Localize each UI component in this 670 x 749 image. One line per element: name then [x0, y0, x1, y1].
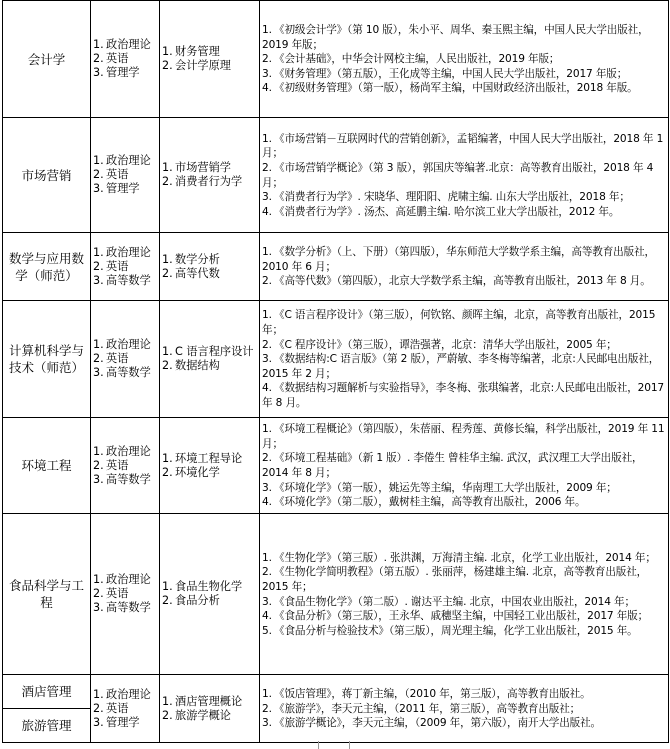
list-item: 1. 市场营销学 — [162, 161, 231, 174]
exam-subjects-cell — [91, 418, 160, 514]
list-item: 2. 食品分析 — [162, 594, 220, 607]
book-item: 1. 《环境工程概论》（第四版），朱蓓丽、程秀莲、黄修长编，科学出版社，2019 年 11 月； — [262, 423, 665, 450]
book-item: 4. 《食品分析》（第三版），王永华、戚穗坚主编，中国轻工业出版社，2017 年版； — [262, 610, 649, 623]
list-item: 1. C 语言程序设计 — [162, 345, 254, 358]
list-item: 2. 高等代数 — [162, 266, 220, 280]
courses-cell — [160, 1, 260, 118]
book-item: 2. 《环境工程基础》（新 1 版）. 李倦生 曾桂华主编. 武汉，武汉理工大学出版社，2014 年 8 月； — [262, 452, 643, 479]
major-name: 市场营销 — [21, 167, 72, 183]
book-item: 2. 《市场营销学概论》（第 3 版），郭国庆等编著.北京：高等教育出版社，2018 年 4 月； — [262, 161, 654, 189]
list-item: 3. 高等数学 — [93, 273, 151, 287]
exam-subjects-cell — [91, 514, 160, 675]
major-name: 环境工程 — [21, 458, 72, 473]
list-item: 1. 政治理论 — [93, 573, 151, 586]
exam-subjects-cell — [91, 675, 160, 743]
exam-subjects-cell — [91, 118, 160, 233]
list-item: 1. 环境工程导论 — [162, 451, 243, 465]
major-name: 计算机科学与技术（师范） — [8, 343, 84, 375]
book-item: 4. 《消费者行为学》. 汤杰、高延鹏主编. 哈尔滨工业大学出版社，2012 年。 — [262, 205, 620, 218]
list-item: 1. 财务管理 — [162, 45, 220, 58]
list-item: 1. 食品生物化学 — [162, 580, 243, 593]
book-item: 4. 《数据结构习题解析与实验指导》，李冬梅、张琪编著，北京:人民邮电出版社，2017 年 8 月。 — [262, 382, 665, 409]
list-item: 3. 管理学 — [93, 66, 140, 79]
table-row — [3, 233, 669, 301]
book-item: 2. 《旅游学》，李天元主编，（2011 年，第三版），高等教育出版社； — [262, 702, 581, 715]
list-item: 2. 数据结构 — [162, 359, 220, 372]
books-cell — [260, 514, 669, 675]
list-item: 1. 政治理论 — [93, 154, 151, 167]
major-cell — [3, 1, 91, 118]
list-item: 2. 英语 — [93, 168, 129, 181]
books-cell — [260, 1, 669, 118]
table-row — [3, 418, 669, 514]
exam-subjects-cell — [91, 301, 160, 418]
courses-cell — [160, 301, 260, 418]
major-cell — [3, 675, 91, 709]
book-item: 2. 《C 程序设计》（第三版），谭浩强著，北京：清华大学出版社，2005 年； — [262, 338, 617, 351]
book-item: 2. 《会计基础》，中华会计网校主编，人民出版社，2019 年版； — [262, 53, 560, 66]
list-item: 1. 政治理论 — [93, 38, 151, 51]
list-item: 2. 英语 — [93, 587, 129, 600]
list-item: 2. 旅游学概论 — [162, 708, 231, 722]
list-item: 2. 英语 — [93, 259, 129, 273]
major-name: 食品科学与工程 — [8, 578, 84, 610]
list-item: 3. 管理学 — [93, 182, 140, 195]
list-item: 3. 高等数学 — [93, 366, 151, 379]
major-name: 酒店管理 — [21, 684, 72, 699]
book-item: 3. 《食品生物化学》（第二版）. 谢达平主编. 北京，中国农业出版社，2014 年； — [262, 595, 635, 608]
book-item: 2. 《高等代数》（第四版），北京大学数学系主编，高等教育出版社，2013 年 8 月。 — [262, 275, 651, 288]
book-item: 3. 《财务管理》（第五版），王化成等主编，中国人民大学出版社，2017 年版； — [262, 67, 628, 80]
book-item: 1. 《初级会计学》（第 10 版），朱小平、周华、秦玉熙主编，中国人民大学出版社，2019 年版； — [262, 24, 649, 51]
books-cell — [260, 233, 669, 301]
book-item: 5. 《食品分析与检验技术》（第三版），周光理主编，化学工业出版社，2015 年。 — [262, 624, 638, 637]
major-name: 会计学 — [27, 51, 66, 67]
books-cell — [260, 118, 669, 233]
book-item: 3. 《数据结构:C 语言版》（第 2 版），严蔚敏、李冬梅等编著，北京:人民邮电出版社，2015 年 2 月； — [262, 353, 660, 380]
list-item: 3. 高等数学 — [93, 601, 151, 614]
courses-cell — [160, 675, 260, 743]
book-item: 1. 《数学分析》（上、下册）（第四版），华东师范大学数学系主编，高等教育出版社， 2010 年 6 月； — [262, 246, 655, 273]
exam-subjects-cell — [91, 233, 160, 301]
list-item: 1. 政治理论 — [93, 687, 151, 701]
page-edge-mark — [318, 741, 350, 749]
list-item: 1. 政治理论 — [93, 338, 151, 351]
major-cell — [3, 418, 91, 514]
courses-cell — [160, 233, 260, 301]
major-cell — [3, 301, 91, 418]
major-name: 数学与应用数学（师范） — [8, 250, 84, 283]
list-item: 2. 英语 — [93, 701, 129, 715]
book-item: 4. 《初级财务管理》（第一版），杨尚军主编，中国财政经济出版社，2018 年版。 — [262, 82, 638, 95]
major-cell — [3, 514, 91, 675]
list-item: 2. 英语 — [93, 52, 129, 65]
exam-reference-table — [2, 0, 669, 743]
list-item: 3. 管理学 — [93, 715, 140, 729]
book-item: 3. 《环境化学》（第一版），姚运先等主编，华南理工大学出版社，2009 年； — [262, 481, 617, 494]
list-item: 2. 英语 — [93, 458, 129, 472]
list-item: 1. 数学分析 — [162, 252, 220, 266]
book-item: 1. 《饭店管理》，蒋丁新主编，（2010 年，第三版），高等教育出版社。 — [262, 688, 591, 701]
list-item: 2. 英语 — [93, 352, 129, 365]
book-item: 3. 《消费者行为学》. 宋晓华、理阳阳、虎啸主编. 山东大学出版社，2018 年； — [262, 191, 630, 204]
table-row — [3, 118, 669, 233]
list-item: 1. 酒店管理概论 — [162, 694, 243, 708]
major-cell — [3, 118, 91, 233]
book-item: 4. 《环境化学》（第二版），戴树桂主编，高等教育出版社，2006 年。 — [262, 496, 586, 509]
book-item: 2. 《生物化学简明教程》（第五版）. 张丽萍，杨建雄主编. 北京，高等教育出版社，2015 年； — [262, 566, 648, 593]
list-item: 2. 消费者行为学 — [162, 175, 243, 188]
courses-cell — [160, 418, 260, 514]
book-item: 1. 《生物化学》（第三版）. 张洪渊，万海清主编. 北京，化学工业出版社，2014 年； — [262, 551, 656, 564]
major-cell — [3, 709, 91, 743]
books-cell — [260, 418, 669, 514]
books-cell — [260, 675, 669, 743]
book-item: 3. 《旅游学概论》，李天元主编，（2009 年，第六版），南开大学出版社。 — [262, 717, 601, 730]
table-row — [3, 1, 669, 118]
list-item: 3. 高等数学 — [93, 472, 151, 486]
list-item: 2. 环境化学 — [162, 465, 220, 479]
table-row — [3, 514, 669, 675]
list-item: 1. 政治理论 — [93, 444, 151, 458]
book-item: 1. 《C 语言程序设计》（第三版），何钦铭、颜晖主编，北京，高等教育出版社，2015 年； — [262, 309, 656, 337]
major-name: 旅游管理 — [21, 718, 72, 733]
exam-subjects-cell — [91, 1, 160, 118]
table-body — [3, 1, 669, 743]
list-item: 2. 会计学原理 — [162, 59, 231, 72]
major-cell — [3, 233, 91, 301]
courses-cell — [160, 514, 260, 675]
courses-cell — [160, 118, 260, 233]
book-item: 1. 《市场营销－互联网时代的营销创新》，孟韬编著，中国人民大学出版社，2018 年 1 月； — [262, 132, 664, 160]
books-cell — [260, 301, 669, 418]
table-row — [3, 675, 669, 709]
list-item: 1. 政治理论 — [93, 245, 151, 259]
table-row — [3, 301, 669, 418]
